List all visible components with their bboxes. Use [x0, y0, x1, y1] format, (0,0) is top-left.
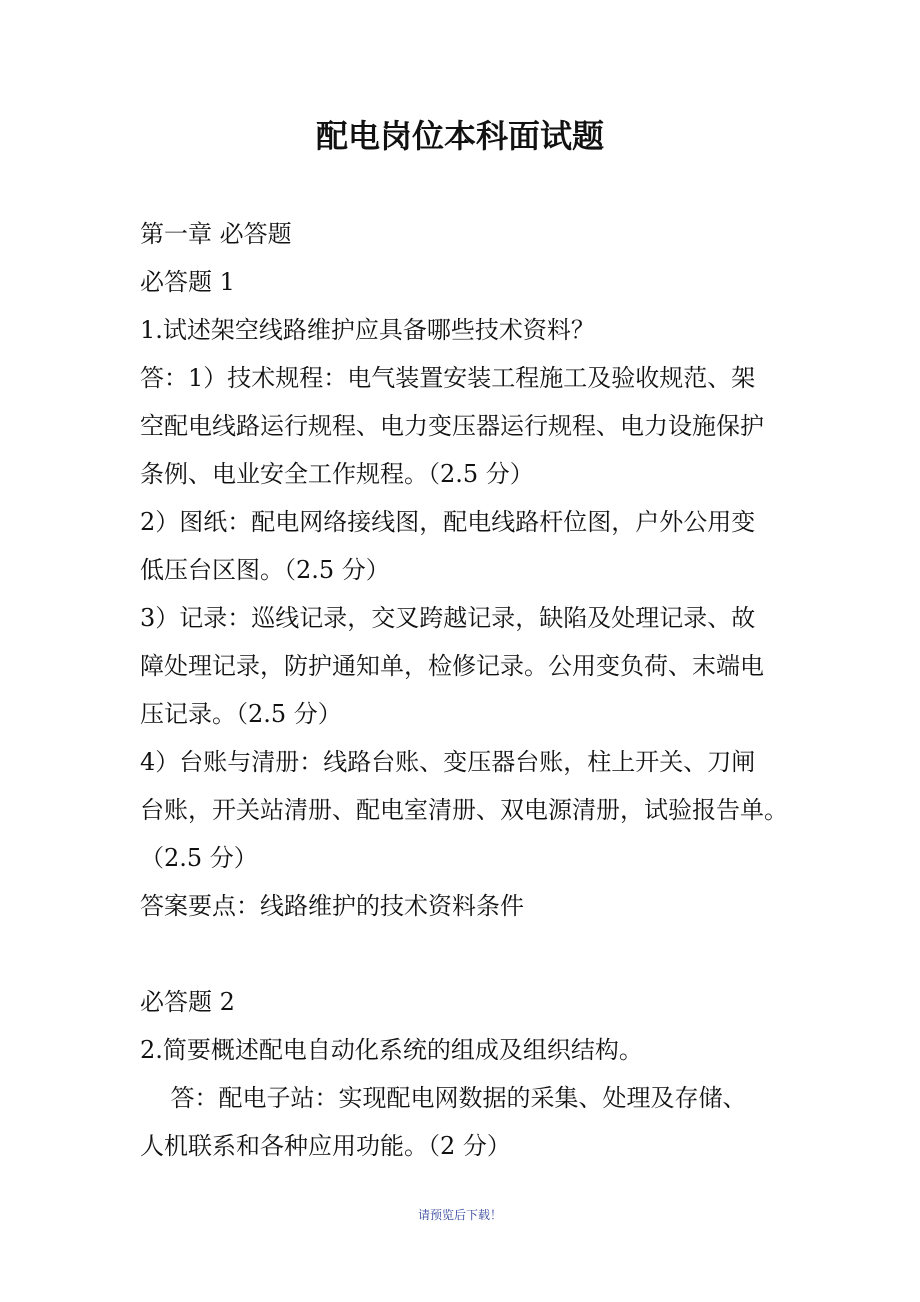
answer-line: 3）记录：巡线记录，交叉跨越记录，缺陷及处理记录、故 — [140, 604, 756, 632]
answer-line: 2）图纸：配电网络接线图，配电线路杆位图，户外公用变 — [140, 508, 756, 536]
answer-line: 低压台区图。（2.5 分） — [140, 556, 390, 584]
answer-line: 空配电线路运行规程、电力变压器运行规程、电力设施保护 — [140, 412, 764, 440]
download-notice: 请预览后下载！ — [417, 1208, 502, 1222]
chapter-heading: 第一章 必答题 — [140, 220, 292, 248]
answer-line: 台账，开关站清册、配电室清册、双电源清册，试验报告单。 — [140, 796, 788, 824]
answer-line: 答：配电子站：实现配电网数据的采集、处理及存储、 — [140, 1084, 747, 1112]
question-label: 必答题 1 — [140, 268, 235, 296]
answer-line: （2.5 分） — [140, 844, 258, 872]
answer-line: 4）台账与清册：线路台账、变压器台账，柱上开关、刀闸 — [140, 748, 756, 776]
answer-line: 障处理记录，防护通知单，检修记录。公用变负荷、末端电 — [140, 652, 764, 680]
answer-line: 压记录。（2.5 分） — [140, 700, 342, 728]
question-text: 2.简要概述配电自动化系统的组成及组织结构。 — [140, 1036, 643, 1064]
answer-line: 条例、电业安全工作规程。（2.5 分） — [140, 460, 534, 488]
answer-line: 人机联系和各种应用功能。（2 分） — [140, 1132, 511, 1160]
answer-line: 答：1）技术规程：电气装置安装工程施工及验收规范、架 — [140, 364, 756, 392]
answer-key-points: 答案要点：线路维护的技术资料条件 — [140, 892, 524, 920]
question-label: 必答题 2 — [140, 988, 235, 1016]
question-text: 1.试述架空线路维护应具备哪些技术资料？ — [140, 316, 595, 344]
document-title: 配电岗位本科面试题 — [315, 117, 604, 155]
